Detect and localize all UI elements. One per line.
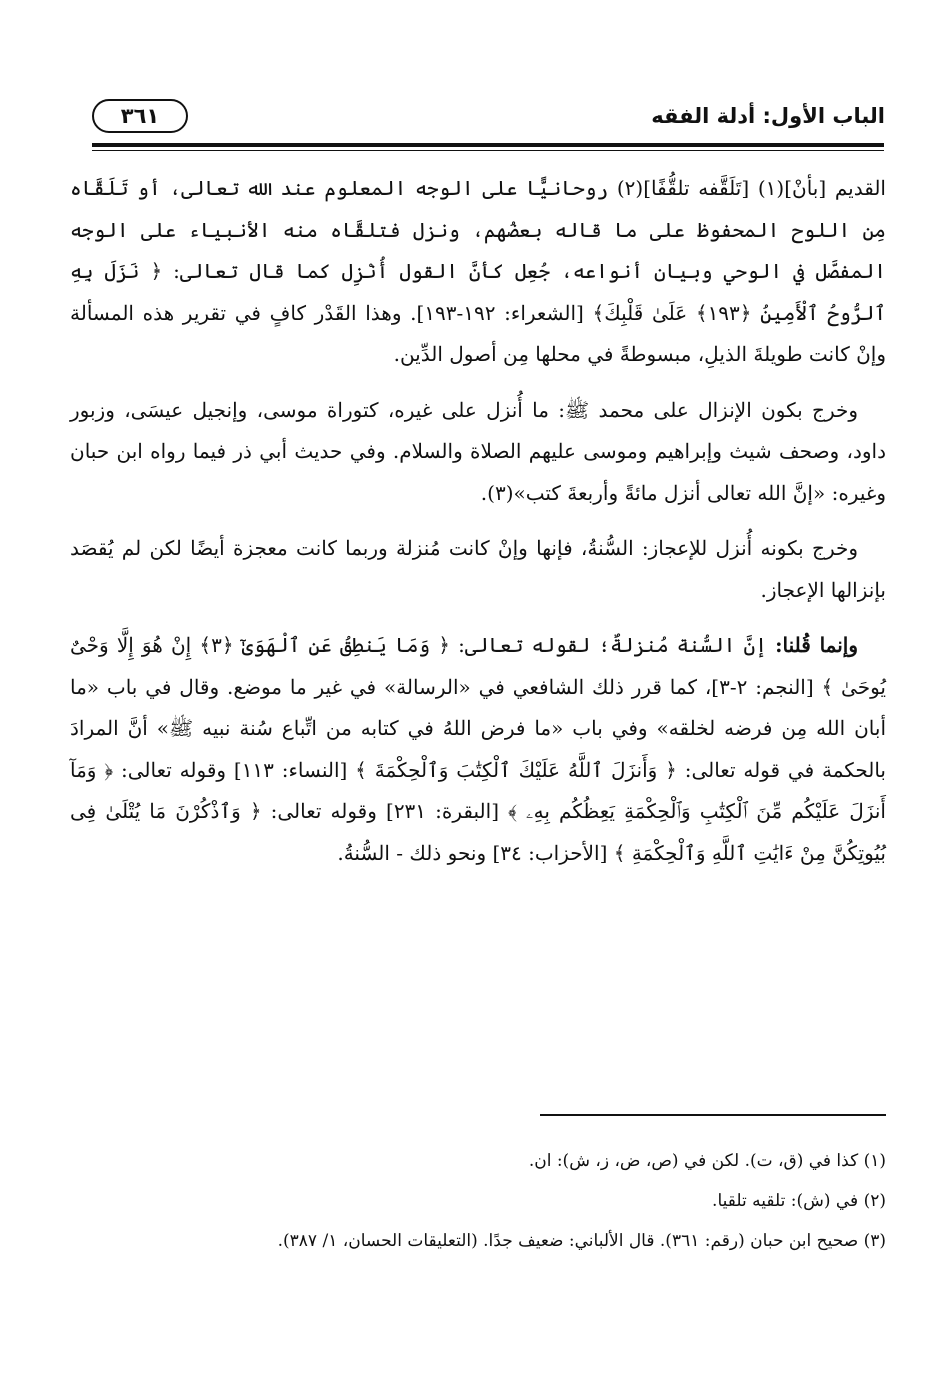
- footnote-1: (١) كذا في (ق، ت). لكن في (ص، ض، ز، ش): ان.: [528, 1151, 886, 1171]
- paragraph-4: [70, 625, 886, 874]
- footnote-3: (٣) صحيح ابن حبان (رقم: ٣٦١). قال الألباني: ضعيف جدًا. (التعليقات الحسان، ١/ ٣٨٧).: [277, 1231, 886, 1251]
- page-number-frame: [92, 99, 188, 133]
- page-number: ٣٦١: [120, 104, 160, 128]
- footnotes: [70, 1146, 886, 1266]
- footnote-separator: [540, 1114, 886, 1116]
- header-rule-thick: [92, 143, 884, 147]
- body-text: [70, 168, 886, 888]
- footnote-2: (٢) في (ش): تلقيه تلقيا.: [712, 1191, 886, 1211]
- paragraph-2-text: وخرج بكون الإنزال على محمد ﷺ: ما أُنزل على غيره، كتوراة موسى، وإنجيل عيسَى، وزبور داود، وصحف شيث وإبراهيم وموسى عليهم الصلاة والسلام. وفي حديث أبي ذر فيما رواه ابن حبان وغيره: «إنَّ الله تعالى أنزل مائةً وأربعةَ كتب»(٣).: [70, 397, 887, 505]
- paragraph-1: [70, 168, 886, 376]
- page-header: [92, 98, 885, 134]
- paragraph-1-text: القديم [بأنْ](١) [تَلَقَّفه تلقُّفًا](٢) روحانيًّا على الوجه المعلوم عند الله تعالى، أو تَلَقَّاه مِن اللوح المحفوظ على ما قاله بعضُهم، ونزل فتلقَّاه منه الأنبياء على الوجه المفصَّل في الوحي وبيان أنواعه، جُعِل كأنَّ القول أُنْزِل كما قال تعالى: ﴿ نَزَلَ بِهِ ٱلرُّوحُ ٱلْأَمِينُ ﴿١٩٣﴾ عَلَىٰ قَلْبِكَ﴾ [الشعراء: ١٩٢-١٩٣]. وهذا القَدْر كافٍ في تقرير هذه المسألة وإنْ كانت طويلةَ الذيلِ، مبسوطةً في محلها مِن أصول الدِّين.: [70, 176, 887, 366]
- paragraph-3-text: وخرج بكونه أُنزل للإعجاز: السُّنةُ، فإنها وإنْ كانت مُنزلة وربما كانت معجزة أيضًا لكن لم يُقصَد بإنزالها الإعجاز.: [70, 536, 886, 602]
- paragraph-2: [70, 390, 886, 515]
- paragraph-4-lead: وإنما قُلنا:: [775, 633, 859, 657]
- chapter-title: الباب الأول: أدلة الفقه: [651, 104, 885, 128]
- header-rule-thin: [92, 150, 884, 151]
- paragraph-3: [70, 528, 886, 611]
- paragraph-4-text: إنَّ السُّنة مُنزلةٌ؛ لقوله تعالى: ﴿ وَمَا يَنطِقُ عَنِ ٱلْهَوَىٰٓ ﴿٣﴾ إِنْ هُوَ إِلَّا وَحْىٌ يُوحَىٰ ﴾ [النجم: ٢-٣]، كما قرر ذلك الشافعي في «الرسالة» في غير ما موضع. وقال في باب «ما أبان الله مِن فرضه لخلقه» وفي باب «ما فرض اللهُ في كتابه من اتِّباع سُنة نبيه ﷺ» أنَّ المرادَ بالحكمة في قوله تعالى: ﴿ وَأَنزَلَ ٱللَّهُ عَلَيْكَ ٱلْكِتَٰبَ وَٱلْحِكْمَةَ ﴾ [النساء: ١١٣] وقوله تعالى: ﴿ وَمَآ أَنزَلَ عَلَيْكُم مِّنَ ٱلْكِتَٰبِ وَٱلْحِكْمَةِ يَعِظُكُم بِهِۦ ﴾ [البقرة: ٢٣١] وقوله تعالى: ﴿ وَٱذْكُرْنَ مَا يُتْلَىٰ فِى بُيُوتِكُنَّ مِنْ ءَايَٰتِ ٱللَّهِ وَٱلْحِكْمَةِ ﴾ [الأحزاب: ٣٤] ونحو ذلك - السُّنةُ.: [70, 633, 886, 865]
